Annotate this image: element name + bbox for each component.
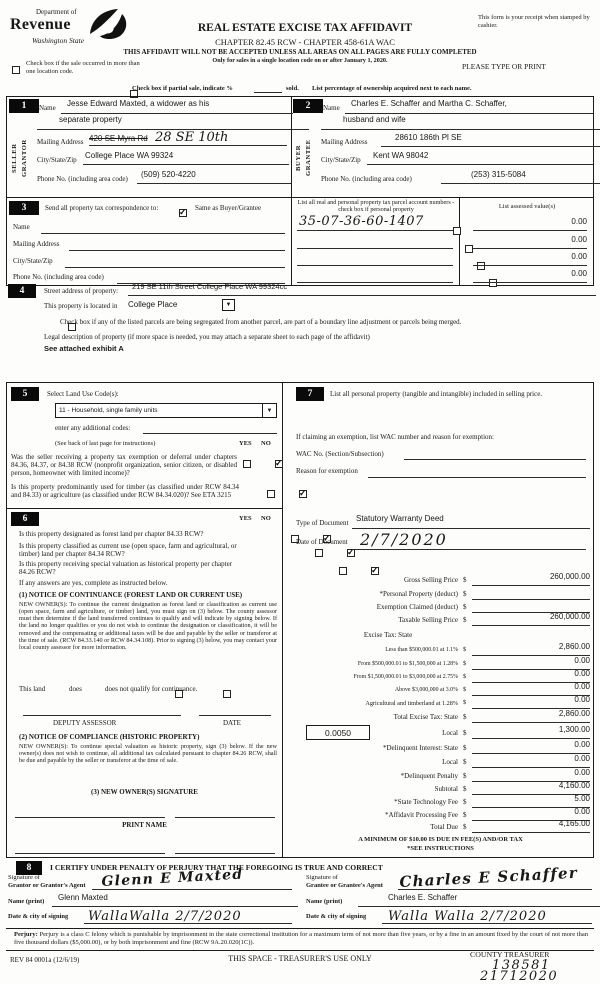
excise-label: From $500,000.01 to $1,500,000 at 1.28% (357, 661, 458, 667)
perjury-text: Perjury is a class C felony which is punishable by imprisonment in the state correctional institution for a maximum term of not more than five years, or by a fine in an amount fixed by the court of not more than five thousand dollars ($5,000.00), or by both imprisonment and fine (RCW 9A.20.020(1C)). (14, 931, 588, 946)
s5-q1-no-checkbox[interactable] (275, 460, 283, 468)
buyer-mailing-value: 28610 186th Pl SE (381, 134, 600, 147)
wac-field[interactable] (404, 449, 586, 460)
form-rev-number: REV 84 0001a (12/6/19) (10, 956, 80, 964)
seller-name-value-1: Jesse Edward Maxted, a widower as his (61, 100, 293, 114)
seller-mailing-value (89, 130, 287, 146)
owner-signature-title: (3) NEW OWNER(S) SIGNATURE (91, 788, 198, 796)
dollar-sign: $ (463, 686, 467, 693)
county-treasurer-label: COUNTY TREASURER (470, 950, 550, 959)
main-divider (282, 383, 283, 857)
buyer-name-value-1: Charles E. Schaffer and Martha C. Schaffer, (345, 100, 593, 114)
grantor-date-field (84, 906, 292, 924)
continuance-title: (1) NOTICE OF CONTINUANCE (FOREST LAND OR CURRENT USE) (19, 591, 243, 599)
local-rate-box: 0.0050 (306, 725, 370, 740)
main-box (6, 382, 594, 858)
seller-mailing-label: Mailing Address (37, 138, 84, 146)
treasurer-stamp-line-1: 138581 (492, 958, 551, 973)
grantee-signature-field (398, 863, 592, 891)
buyer-role-label (294, 123, 316, 193)
dollar-sign: $ (463, 729, 467, 737)
s3-row-label: Mailing Address (13, 240, 60, 248)
dollar-sign: $ (463, 798, 467, 806)
ownership-note: List percentage of ownership acquired next to each name. (312, 85, 472, 92)
section1-number: 1 (9, 99, 39, 113)
s3-row-label: Name (13, 223, 30, 231)
section5-number: 5 (11, 387, 39, 401)
seller-section (7, 97, 291, 197)
reason-label: Reason for exemption (296, 467, 358, 475)
subtotal-label: Subtotal (434, 785, 458, 793)
dollar-sign: $ (463, 785, 467, 793)
excise-value: 2,860.00 (472, 643, 590, 656)
dor-swirl-icon (88, 8, 130, 42)
s5-no-header: NO (261, 440, 271, 447)
personal-property-checkbox-2[interactable] (465, 245, 473, 253)
see-instructions-note: *SEE INSTRUCTIONS (407, 845, 474, 852)
partial-sale-label: Check box if partial sale, indicate % (132, 85, 233, 92)
amount-label: Taxable Selling Price (398, 616, 458, 624)
s6-question3: Is this property receiving special valuation as historical property per chapter 84.26 RCW? (19, 560, 233, 577)
dollar-sign: $ (463, 673, 467, 680)
parcel-header: List all real and personal property tax parcel account numbers - check box if personal property (297, 199, 455, 214)
grantor-signature: Glenn E Maxted (101, 866, 244, 890)
land-does-label: does (69, 685, 82, 693)
dollar-sign: $ (463, 758, 467, 766)
date-of-document-label: Date of Document (296, 538, 348, 546)
seller-role-line2: GRANTOR (20, 139, 28, 177)
minimum-note: A MINIMUM OF $10.00 IS DUE IN FEE(S) AND/OR TAX (358, 836, 523, 843)
buyer-phone-label: Phone No. (including area code) (321, 175, 412, 183)
section7 (288, 383, 593, 857)
excise-value: 0.00 (472, 657, 590, 670)
exemption-note: If claiming an exemption, list WAC number and reason for exemption: (296, 433, 494, 441)
located-in-label: This property is located in (44, 302, 118, 310)
buyer-name-label: Name (323, 104, 340, 112)
correspondence-label: Send all property tax correspondence to: (45, 204, 159, 212)
seller-role-line1: SELLER (11, 143, 18, 173)
grantee-date-field (382, 906, 592, 924)
multi-location-label: Check box if the sale occurred in more than one location code. (26, 60, 140, 75)
local-tax-value: 1,300.00 (472, 726, 590, 739)
land-prefix: This land (19, 685, 46, 693)
buyer-mailing-label: Mailing Address (321, 138, 368, 146)
buyer-name-value-2: husband and wife (321, 116, 600, 130)
excise-value: 0.00 (472, 670, 590, 683)
s6-no-header: NO (261, 515, 271, 522)
buyer-role-line1: BUYER (295, 144, 302, 172)
land-use-value: 11 - Household, single family units (59, 406, 158, 414)
type-of-document-value: Statutory Warranty Deed (352, 515, 590, 529)
reason-field[interactable] (368, 467, 586, 478)
seller-name-label: Name (39, 104, 56, 112)
fee-value: 5.00 (472, 795, 590, 808)
fee-label: *Affidavit Processing Fee (385, 811, 458, 819)
fee-value: 0.00 (472, 808, 590, 821)
located-in-value: College Place (128, 300, 178, 309)
grantor-date-label: Date & city of signing (8, 913, 69, 920)
form-title: REAL ESTATE EXCISE TAX AFFIDAVIT (197, 22, 413, 34)
personal-property-checkbox-1[interactable] (453, 227, 461, 235)
land-does-not-label: does not qualify for continuance. (105, 685, 198, 693)
receipt-note: This form is your receipt when stamped by cashier. (478, 14, 590, 29)
section7-number: 7 (296, 387, 324, 401)
multi-location-checkbox[interactable] (12, 66, 20, 74)
total-excise-state-label: Total Excise Tax: State (393, 713, 458, 721)
seller-mailing-handwritten: 28 SE 10th (155, 130, 229, 145)
dollar-sign: $ (463, 811, 467, 819)
total-excise-state-value: 2,860.00 (472, 710, 590, 723)
dollar-sign: $ (463, 823, 467, 831)
dollar-sign: $ (463, 590, 467, 598)
buyer-role-line2: GRANTEE (304, 139, 312, 177)
partial-sale-suffix: sold. (286, 85, 299, 92)
date-of-document-handwritten: 2/7/2020 (360, 530, 448, 549)
section8-number: 8 (16, 861, 42, 875)
date-of-document-field (352, 529, 586, 550)
personal-property-deduct-value[interactable] (472, 587, 590, 600)
s6-yes-header: YES (239, 515, 252, 522)
single-location-note: Only for sales in a single location code on or after January 1, 2020. (212, 57, 388, 64)
continuance-body: NEW OWNER(S): To continue the current designation as forest land or classification as current use (open space, farm and agriculture, or timber) land, you must sign on (3) below. The county assessor must then determine if the land transferred continues to qualify and will indicate by signing below. If the land no longer qualifies or you do not wish to continue the designation or classification, it will be removed and the compensating or additional taxes will be due and payable by the seller or transferor at the time of sale. (RCW 84.33.140 or RCW 84.34.108). Prior to signing (3) below, you may contact your local county assessor for more information. (19, 601, 277, 651)
grantor-date-handwritten: WallaWalla 2/7/2020 (88, 909, 242, 924)
subtotal-value: 4,160.00 (472, 782, 590, 795)
buyer-city-label2: City/State/Zip (321, 156, 361, 164)
grantor-signature-field (92, 866, 292, 890)
s5-question2: Is this property predominantly used for timber (as classified under RCW 84.34 and 84.33) or agriculture (as classified under RCW 84.34.020)? See ETA 3215 (11, 483, 239, 500)
parcel-line-2[interactable] (297, 238, 453, 249)
section3 (7, 197, 595, 285)
logo-state-text: Washington State (32, 36, 85, 45)
print-name-field-2[interactable] (175, 843, 275, 854)
dollar-sign: $ (463, 772, 467, 780)
deputy-date-label: DATE (223, 719, 241, 727)
s5-yes-header: YES (239, 440, 252, 447)
seller-mailing-struck: 420 SE Myra Rd (89, 134, 148, 144)
s5-q2-yes-checkbox[interactable] (267, 490, 275, 498)
assessed-value-2: 0.00 (473, 236, 587, 249)
s3-name-field[interactable] (41, 223, 285, 234)
treasurer-stamp-line-2: 21712020 (480, 969, 559, 984)
excise-label: Less than $500,000.01 at 1.1% (385, 647, 458, 653)
amount-label: Exemption Claimed (deduct) (376, 603, 458, 611)
grantor-sig-label-1: Signature of (8, 874, 40, 881)
grantor-name-label: Name (print) (8, 898, 45, 905)
compliance-body: NEW OWNER(S): To continue special valuation as historic property, sign (3) below. If the new owner(s) does not wish to continue, all additional tax calculated pursuant to chapter 84.26 RCW, shall be due and payable by the seller or transferor at the time of sale. (19, 743, 277, 765)
logo-dept-text: Department of (36, 8, 77, 16)
wac-label: WAC No. (Section/Subsection) (296, 450, 384, 458)
assessed-value-1: 0.00 (473, 218, 587, 231)
street-address-label: Street address of property: (44, 287, 119, 295)
grantee-sig-label-2: Grantee or Grantee's Agent (306, 882, 383, 889)
partial-sale-percent-field[interactable] (254, 84, 282, 93)
seller-role-label (10, 123, 32, 193)
grantee-name-label: Name (print) (306, 898, 343, 905)
logo-agency-text: Revenue (10, 16, 71, 33)
assessed-value-3: 0.00 (473, 253, 587, 266)
form-chapter: CHAPTER 82.45 RCW - CHAPTER 458-61A WAC (215, 37, 395, 47)
dollar-sign: $ (463, 576, 467, 584)
amount-label: *Personal Property (deduct) (379, 590, 458, 598)
section4-number: 4 (8, 284, 36, 298)
total-due-value: 4,165.00 (472, 820, 590, 833)
total-due-label: Total Due (430, 823, 458, 831)
street-address-value: 219 SE 11th Street College Place WA 99324cc (128, 283, 596, 296)
seller-city-value: College Place WA 99324 (83, 152, 289, 165)
type-of-document-label: Type of Document (296, 519, 349, 527)
parties-box (6, 96, 594, 286)
excise-state-header: Excise Tax: State (363, 631, 413, 639)
grantee-signature: Charles E Schaffer (399, 863, 579, 891)
excise-value: 0.00 (472, 696, 590, 709)
fee-label: *Delinquent Penalty (400, 772, 458, 780)
buyer-section (291, 97, 593, 197)
taxable-selling-price-value: 260,000.00 (472, 613, 590, 626)
gross-selling-price-value: 260,000.00 (472, 573, 590, 586)
dollar-sign: $ (463, 699, 467, 706)
fee-value: 0.00 (472, 769, 590, 782)
legal-description-label: Legal description of property (if more space is needed, you may attach a separate sheet to each page of the affidavit) (44, 333, 370, 341)
dollar-sign: $ (463, 744, 467, 752)
perjury-label: Perjury: (14, 931, 38, 938)
fee-value: 0.00 (472, 755, 590, 768)
fee-value: 0.00 (472, 741, 590, 754)
perjury-top-rule (6, 928, 594, 929)
personal-property-title: List all personal property (tangible and intangible) included in selling price. (330, 390, 543, 398)
grantor-sig-label-2: Grantor or Grantor's Agent (8, 882, 86, 889)
perjury-paragraph (14, 931, 588, 947)
dollar-sign: $ (463, 660, 467, 667)
deputy-assessor-signature-field[interactable] (23, 705, 181, 716)
same-as-buyer-label: Same as Buyer/Grantee (195, 204, 262, 212)
s3-mailing-field[interactable] (69, 240, 285, 251)
amount-label: Gross Selling Price (403, 576, 458, 584)
land-does-not-checkbox[interactable] (223, 690, 231, 698)
parcel-line-4[interactable] (297, 272, 453, 283)
print-name-label: PRINT NAME (122, 821, 167, 829)
local-label: Local (442, 729, 458, 737)
s6-question2: Is this property classified as current use (open space, farm and agricultural, or timber) land per chapter 84.34 RCW? (19, 542, 237, 559)
excise-label: Agricultural and timberland at 1.28% (365, 700, 458, 707)
seller-phone-label: Phone No. (including area code) (37, 175, 128, 183)
dropdown-arrow-icon[interactable]: ▼ (262, 404, 276, 417)
grantor-name-print: Glenn Maxted (52, 894, 298, 907)
treasurer-space-label: THIS SPACE - TREASURER'S USE ONLY (228, 954, 372, 963)
s6-question1: Is this property designated as forest land per chapter 84.33 RCW? (19, 530, 204, 538)
fee-label: *State Technology Fee (394, 798, 458, 806)
buyer-phone-value: (253) 315-5084 (441, 171, 600, 184)
assessed-value-4: 0.00 (473, 270, 587, 283)
parcel-line-1[interactable] (297, 220, 453, 231)
section6-top-divider (7, 508, 282, 509)
parcel-number-handwritten: 35-07-36-60-1407 (299, 214, 424, 229)
deputy-assessor-label: DEPUTY ASSESSOR (53, 719, 117, 727)
segregated-label: Check box if any of the listed parcels are being segregated from another parcel, are part of a boundary line adjustment or parcels being merged. (60, 318, 462, 326)
seller-name-value-2: separate property (37, 116, 309, 130)
owner-signature-field-2[interactable] (175, 807, 275, 818)
parcel-line-3[interactable] (297, 255, 453, 266)
additional-codes-label: enter any additional codes: (55, 424, 131, 432)
legal-description-value: See attached exhibit A (44, 344, 124, 353)
seller-city-label: City/State/Zip (37, 156, 77, 164)
form-warning: THIS AFFIDAVIT WILL NOT BE ACCEPTED UNLESS ALL AREAS ON ALL PAGES ARE FULLY COMPLETED (123, 48, 477, 56)
s5-question1: Was the seller receiving a property tax exemption or deferral under chapters 84.36, 84.37, or 84.38 RCW (nonprofit organization, senior citizen, or disabled person, homeowner with limited income)? (11, 453, 237, 478)
s3-row-label: City/State/Zip (13, 257, 53, 265)
same-as-buyer-checkbox[interactable] (179, 209, 187, 217)
seller-phone-value: (509) 520-4220 (137, 171, 291, 184)
certify-statement: I CERTIFY UNDER PENALTY OF PERJURY THAT THE FOREGOING IS TRUE AND CORRECT (50, 863, 383, 872)
assessed-header: List assessed value(s) (498, 203, 556, 210)
compliance-title: (2) NOTICE OF COMPLIANCE (HISTORIC PROPERTY) (19, 733, 200, 741)
dollar-sign: $ (463, 713, 467, 721)
grantee-date-label: Date & city of signing (306, 913, 367, 920)
excise-label: Above $3,000,000 at 3.0% (394, 687, 458, 693)
fee-label: *Delinquent Interest: State (382, 744, 458, 752)
fee-label: Local (442, 758, 458, 766)
dollar-sign: $ (463, 646, 467, 653)
print-name-field-1[interactable] (15, 843, 165, 854)
s5-q1-yes-checkbox[interactable] (243, 460, 251, 468)
grantee-name-print: Charles E. Schaffer (358, 894, 600, 907)
section3-number: 3 (9, 201, 39, 215)
land-use-dropdown[interactable] (55, 403, 277, 418)
land-use-title: Select Land Use Code(s): (47, 390, 119, 398)
excise-value: 0.00 (472, 683, 590, 696)
section6-number: 6 (11, 512, 39, 526)
owner-signature-field-1[interactable] (15, 807, 165, 818)
section2-number: 2 (293, 99, 323, 113)
s6-note: If any answers are yes, complete as instructed below. (19, 579, 168, 587)
s3-row-label: Phone No. (including area code) (13, 273, 104, 281)
dollar-sign: $ (463, 603, 467, 611)
grantee-date-handwritten: Walla Walla 2/7/2020 (388, 909, 547, 924)
s3-city-field[interactable] (65, 257, 285, 268)
dollar-sign: $ (463, 616, 467, 624)
deputy-date-field[interactable] (199, 705, 271, 716)
buyer-city-value: Kent WA 98042 (367, 152, 593, 165)
please-type-note: PLEASE TYPE OR PRINT (462, 62, 546, 71)
excise-label: From $1,500,000.01 to $3,000,000 at 2.75% (353, 674, 458, 680)
instructions-note: (See back of last page for instructions) (55, 440, 156, 447)
grantee-sig-label-1: Signature of (306, 874, 338, 881)
located-in-dropdown[interactable]: ▼ (222, 299, 235, 311)
additional-codes-field[interactable] (143, 423, 277, 434)
